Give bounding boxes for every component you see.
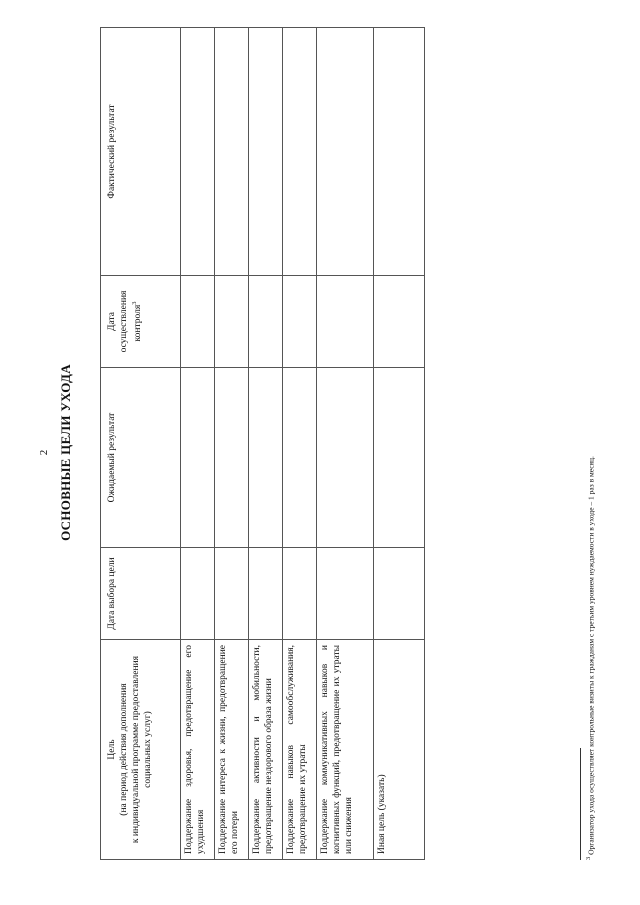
footnote-ref: 3 <box>130 301 138 305</box>
actual-result-cell[interactable] <box>283 28 317 276</box>
footnote-text: Организатор ухода осуществляет контрольные визиты к гражданам с третьим уровнем нуждаемости в уходе – 1 раз в месяц. <box>586 456 596 855</box>
expected-result-cell[interactable] <box>249 368 283 548</box>
table-row <box>283 28 317 860</box>
expected-result-cell[interactable] <box>215 368 249 548</box>
goal-cell: Поддержание коммуникативных навыков и когнитивных функций, предотвращение их утраты или снижения <box>317 640 374 860</box>
control-date-cell[interactable] <box>249 276 283 368</box>
choice-date-cell[interactable] <box>317 548 374 640</box>
goal-cell: Иная цель (указать) <box>374 640 425 860</box>
goal-cell: Поддержание активности и мобильности, предотвращение нездорового образа жизни <box>249 640 283 860</box>
expected-result-cell[interactable] <box>181 368 215 548</box>
control-date-cell[interactable] <box>215 276 249 368</box>
expected-result-cell[interactable] <box>317 368 374 548</box>
header-goal: Цель (на период действия дополнения к индивидуальной программе предоставления социальных услуг) <box>101 640 181 860</box>
expected-result-cell[interactable] <box>374 368 425 548</box>
choice-date-cell[interactable] <box>283 548 317 640</box>
control-date-cell[interactable] <box>283 276 317 368</box>
footnote <box>585 456 596 860</box>
choice-date-cell[interactable] <box>374 548 425 640</box>
footnote-number: 3 <box>585 856 592 860</box>
table-row <box>181 28 215 860</box>
header-control-date: Дата осуществления контроля$^3$ <box>101 276 181 368</box>
goal-cell: Поддержание интереса к жизни, предотвращение его потери <box>215 640 249 860</box>
table-row <box>374 28 425 860</box>
actual-result-cell[interactable] <box>181 28 215 276</box>
header-choice-date: Дата выбора цели <box>101 548 181 640</box>
actual-result-cell[interactable] <box>317 28 374 276</box>
control-date-cell[interactable] <box>181 276 215 368</box>
choice-date-cell[interactable] <box>215 548 249 640</box>
actual-result-cell[interactable] <box>249 28 283 276</box>
control-date-cell[interactable] <box>317 276 374 368</box>
expected-result-cell[interactable] <box>283 368 317 548</box>
control-date-cell[interactable] <box>374 276 425 368</box>
table-row <box>249 28 283 860</box>
care-goals-table <box>100 27 425 860</box>
table-row <box>317 28 374 860</box>
choice-date-cell[interactable] <box>181 548 215 640</box>
table-row <box>215 28 249 860</box>
actual-result-cell[interactable] <box>374 28 425 276</box>
page-number: 2 <box>38 449 50 456</box>
header-expected-result: Ожидаемый результат <box>101 368 181 548</box>
actual-result-cell[interactable] <box>215 28 249 276</box>
goal-cell: Поддержание навыков самообслуживания, предотвращение их утраты <box>283 640 317 860</box>
page-title: ОСНОВНЫЕ ЦЕЛИ УХОДА <box>58 364 73 541</box>
table-header-row <box>101 28 181 860</box>
header-actual-result: Фактический результат <box>101 28 181 276</box>
footnote-divider <box>580 748 581 860</box>
goal-cell: Поддержание здоровья, предотвращение его ухудшения <box>181 640 215 860</box>
choice-date-cell[interactable] <box>249 548 283 640</box>
